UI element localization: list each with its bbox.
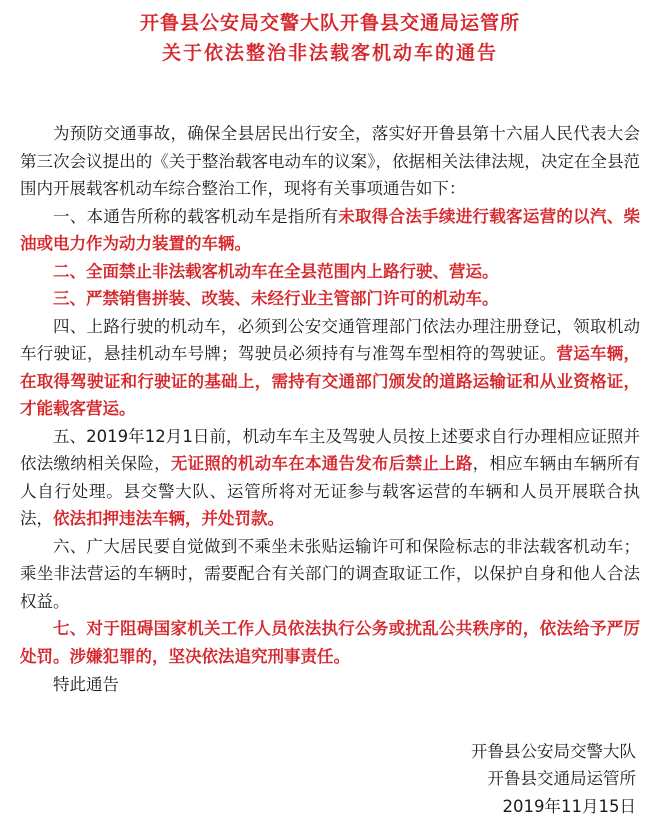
closing-text: 特此通告 <box>53 675 119 694</box>
item-6: 六、广大居民要自觉做到不乘坐未张贴运输许可和保险标志的非法载客机动车；乘坐非法营运的车辆时，需要配合有关部门的调查取证工作，以保护自身和他人合法权益。 <box>20 536 640 611</box>
item-5-text-b: ，相应车辆由车辆所有人自行处理。县交警大队、运管所将对无证参与载客运营的车辆和人员开展联合执法， <box>20 454 641 528</box>
item-4-highlight: 营运车辆，在取得驾驶证和行驶证的基础上，需持有交通部门颁发的道路运输证和从业资格证，才能载客营运。 <box>20 344 641 418</box>
item-1-text: 一、本通告所称的载客机动车是指所有 <box>53 206 339 226</box>
item-2: 二、全面禁止非法载客机动车在全县范围内上路行驶、营运。 <box>53 261 499 281</box>
item-4 <box>20 313 640 423</box>
signature-org-2: 开鲁县交通局运管所 <box>487 769 636 788</box>
title-line-1: 开鲁县公安局交警大队开鲁县交通局运管所 <box>139 12 520 34</box>
intro-paragraph: 为预防交通事故，确保全县居民出行安全，落实好开鲁县第十六届人民代表大会第三次会议提出的《关于整治载客电动车的议案》，依据相关法律法规，决定在全县范围内开展载客机动车综合整治工作，现将有关事项通告如下： <box>20 124 640 198</box>
item-5-highlight-b: 依法扣押违法车辆，并处罚款。 <box>53 509 284 528</box>
item-5-highlight-a: 无证照的机动车在本通告发布后禁止上路 <box>170 454 473 473</box>
signature-date: 2019年11月15日 <box>502 797 636 816</box>
item-7: 七、对于阻碍国家机关工作人员依法执行公务或扰乱公共秩序的，依法给予严厉处罚。涉嫌犯罪的，坚决依法追究刑事责任。 <box>20 619 640 666</box>
item-3: 三、严禁销售拼装、改装、未经行业主管部门许可的机动车。 <box>53 289 499 308</box>
title-line-2: 关于依法整治非法载客机动车的通告 <box>161 42 498 64</box>
item-1 <box>20 203 640 258</box>
item-4-text: 四、上路行驶的机动车，必须到公安交通管理部门依法办理注册登记，领取机动车行驶证，悬挂机动车号牌；驾驶员必须持有与准驾车型相符的驾驶证。 <box>20 316 640 363</box>
signature-org-1: 开鲁县公安局交警大队 <box>471 742 636 761</box>
item-5 <box>20 423 640 533</box>
item-5-text-a: 五、2019年12月1日前，机动车车主及驾驶人员按上述要求自行办理相应证照并依法缴纳相关保险， <box>20 426 640 473</box>
item-1-highlight: 未取得合法手续进行载客运营的以汽、柴油或电力作为动力装置的车辆。 <box>20 206 641 253</box>
